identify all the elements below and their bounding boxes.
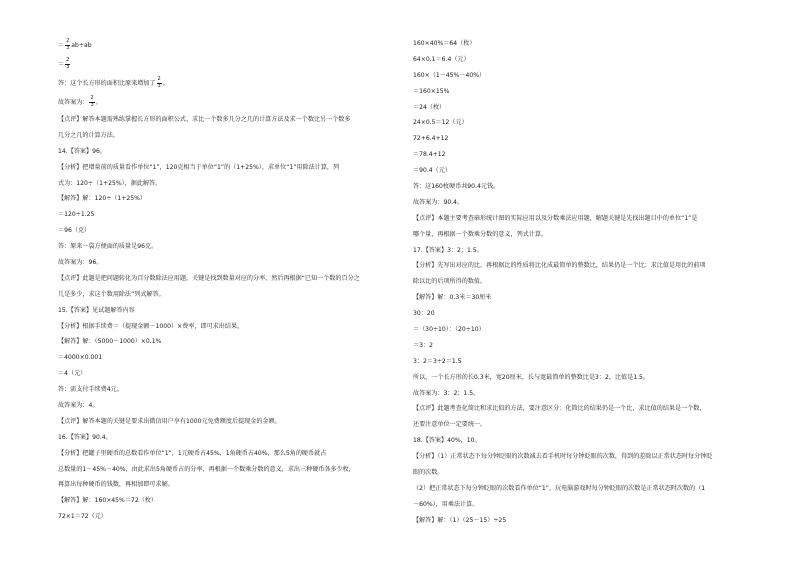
line-prefix: ＝ xyxy=(58,42,65,49)
text-line: 30：20 xyxy=(413,310,435,318)
text-line: 64×0.1＝6.4（元） xyxy=(413,55,470,63)
fraction xyxy=(89,96,94,108)
text-line: ＝3：2 xyxy=(413,341,433,349)
text-line xyxy=(58,36,390,55)
text-line xyxy=(58,74,390,93)
text-line: 【分析】先写出对应的比，再根据比的性质将比化成最简单的整数比，结果仍是一个比；求比值是用比的前项 xyxy=(413,262,706,270)
text-line: 除以比的后项所得的数值。 xyxy=(413,278,487,286)
text-line: 哪个量，再根据一个数乘分数的意义，列式计算。 xyxy=(413,230,548,238)
text-line: 72+6.4+12 xyxy=(413,135,449,143)
line-suffix: 。 xyxy=(95,99,102,106)
text-line: 式为：120÷（1+25%），据此解答。 xyxy=(58,179,162,187)
fraction xyxy=(65,39,70,51)
text-line: 17.【答案】3：2；1.5。 xyxy=(413,246,483,254)
text-line: 【解答】解：（1）（25－15）÷25 xyxy=(413,516,507,524)
text-line: 故答案为：3：2；1.5。 xyxy=(413,389,480,397)
text-line: 72×1＝72（元） xyxy=(58,513,107,521)
text-line: 答：原来一袋方便面的质量是96克。 xyxy=(58,243,158,251)
text-line: ＝90.4（元） xyxy=(413,167,451,175)
text-line: 【点评】此题考查化简比和求比值的方法，要注意区分：化简比的结果仍是一个比，求比值的结果是一个数， xyxy=(413,405,706,413)
fraction xyxy=(157,77,162,89)
text-line: 16.【答案】90.4。 xyxy=(58,433,112,441)
fraction-denominator: 3 xyxy=(66,44,70,51)
text-line: 【分析】把罐子里硬币的总数看作单位“1”，1元硬币占45%，1角硬币占40%，那么5角的硬币就占 xyxy=(58,449,327,457)
text-line: ＝120÷1.25 xyxy=(58,211,95,219)
fraction-numerator: 2 xyxy=(66,56,70,63)
text-line: －60%），用乘法计算。 xyxy=(413,500,479,508)
fraction-denominator: 3 xyxy=(66,63,70,70)
text-line: 【分析】（1）正常状态下每分钟眨眼的次数减去看手机时每分钟眨眼的次数，得到的差除以正常状态时每分钟眨 xyxy=(413,453,713,461)
text-line: 【解答】解：160×45%＝72（枚） xyxy=(58,497,157,505)
line-suffix: ab÷ab xyxy=(71,42,92,49)
text-line: 160×40%＝64（枚） xyxy=(413,40,476,47)
text-line xyxy=(58,55,390,74)
text-line xyxy=(58,93,390,112)
text-line: 160×（1－45%－40%） xyxy=(413,71,486,79)
text-line: 15.【答案】见试题解答内容 xyxy=(58,306,135,314)
text-line: 【解答】解：120÷（1+25%） xyxy=(58,195,147,203)
text-line: 几分之几的计算方法。 xyxy=(58,131,119,139)
left-column xyxy=(58,36,390,525)
text-line: 【点评】解答本题需熟练掌握长方形的面积公式、求比一个数多几分之几的计算方法及求一个数比另一个数多 xyxy=(58,116,351,123)
text-line: 【解答】解：0.3米＝30厘米 xyxy=(413,294,492,302)
text-line: 所以，一个长方形的长0.3米，宽20厘米，长与宽最简单的整数比是3：2，比值是1.5。 xyxy=(413,373,649,381)
fraction xyxy=(65,58,70,70)
line-prefix: 故答案为： xyxy=(58,99,89,106)
text-line: ＝96（克） xyxy=(58,227,91,235)
text-line: 24×0.5＝12（元） xyxy=(413,119,468,127)
text-line: 【点评】此题是把问题转化为百分数除法应用题，关键是找到数量对应的分率，然后再根据“已知一个数的百分之 xyxy=(58,274,360,282)
text-line: 答：这160枚硬币共90.4元钱。 xyxy=(413,183,500,191)
text-line: ＝78.4+12 xyxy=(413,151,446,159)
text-line: 【分析】把增量前的质量看作单位“1”，120克相当于单位“1”的（1+25%），求单位“1”用除法计算，列 xyxy=(58,163,340,171)
text-line: ＝160×15% xyxy=(413,87,450,95)
text-line: 18.【答案】40%，10。 xyxy=(413,437,481,445)
text-line: 【分析】根据手续费＝（提现金额－1000）×费率，即可求出结果。 xyxy=(58,322,244,330)
text-line: 故答案为：96。 xyxy=(58,259,103,267)
fraction-numerator: 2 xyxy=(157,75,161,82)
text-line: 答：需支付手续费4元。 xyxy=(58,386,123,394)
text-line: 几是多少，求这个数用除法”列式解答。 xyxy=(58,290,165,298)
text-line: 【点评】解答本题的关键是要求出微信用户享有1000元免费额度后提现金的金额。 xyxy=(58,417,281,425)
text-line: 还要注意单位一定要统一。 xyxy=(413,421,487,429)
text-line: ＝24（枚） xyxy=(413,103,446,111)
text-line: 故答案为：4。 xyxy=(58,402,99,410)
text-line: （2）把正常状态下每分钟眨眼的次数看作单位“1”，玩电脑游戏时每分钟眨眼的次数是正常状态时次数的（1 xyxy=(413,484,706,492)
text-line: ＝（30÷10）：（20÷10） xyxy=(413,326,485,334)
text-line: 再算出每种硬币的钱数，再相加即可求解。 xyxy=(58,481,174,489)
fraction-denominator: 3 xyxy=(90,101,94,108)
line-suffix: 。 xyxy=(162,80,169,87)
fraction-numerator: 2 xyxy=(66,37,70,44)
text-line: ＝4000×0.001 xyxy=(58,354,103,362)
line-prefix: 答：这个长方形的面积比原来增加了 xyxy=(58,80,156,87)
text-line: 【点评】本题主要考查扇形统计图的实际应用以及分数乘法应用题，解题关键是先找出题目中的单位“1”是 xyxy=(413,214,698,222)
text-line: ＝4（元） xyxy=(58,370,87,378)
fraction-denominator: 3 xyxy=(157,82,161,89)
line-prefix: ＝ xyxy=(58,61,65,68)
fraction-numerator: 2 xyxy=(90,94,94,101)
text-line: 总数量的1－45%－40%，由此求出5角硬币占的分率，再根据一个数乘分数的意义，求出三种硬币各多少枚， xyxy=(58,465,355,473)
text-line: 眼的次数。 xyxy=(413,469,444,477)
text-line: 【解答】解：（5000－1000）×0.1% xyxy=(58,338,162,346)
right-column xyxy=(413,36,753,529)
text-line: 14.【答案】96。 xyxy=(58,147,106,155)
text-line: 3：2＝3÷2＝1.5 xyxy=(413,357,462,365)
text-line: 故答案为：90.4。 xyxy=(413,198,464,206)
